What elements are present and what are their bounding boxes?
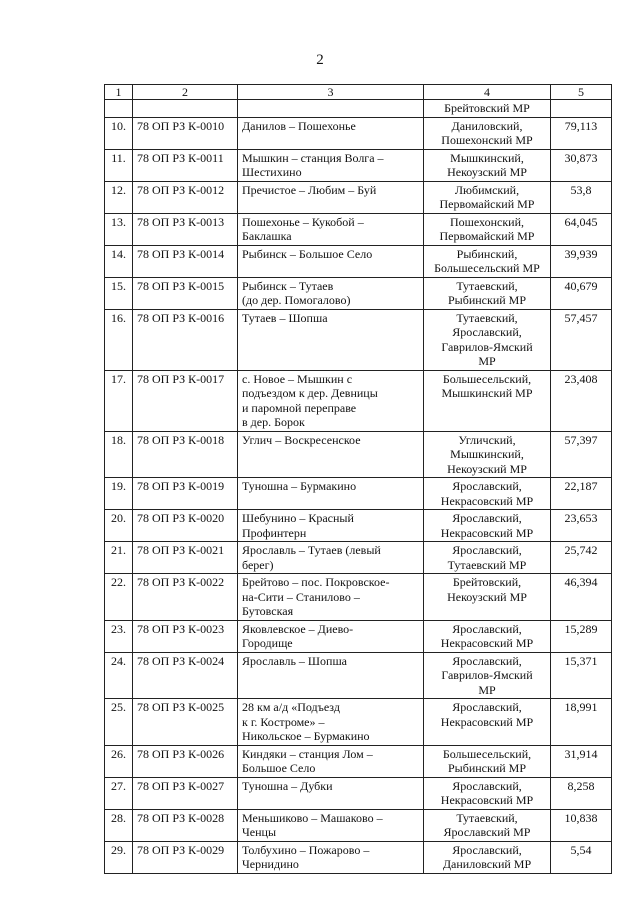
road-name-cell: Туношна – Бурмакино: [238, 478, 424, 510]
road-name-cell: Ярославль – Тутаев (левый берег): [238, 542, 424, 574]
row-number-cell: 26.: [105, 745, 133, 777]
row-number-cell: 11.: [105, 149, 133, 181]
district-cell: Ярославский, Некрасовский МР: [424, 510, 551, 542]
column-header: 1: [105, 85, 133, 100]
road-code-cell: 78 ОП РЗ К-0017: [133, 370, 238, 431]
row-number-cell: 13.: [105, 213, 133, 245]
district-cell: Пошехонский, Первомайский МР: [424, 213, 551, 245]
road-code-cell: 78 ОП РЗ К-0012: [133, 181, 238, 213]
road-code-cell: 78 ОП РЗ К-0024: [133, 652, 238, 699]
length-cell: 57,457: [551, 309, 612, 370]
road-name-cell: Туношна – Дубки: [238, 777, 424, 809]
row-number-cell: 14.: [105, 245, 133, 277]
table-row: [105, 431, 612, 478]
road-code-cell: 78 ОП РЗ К-0016: [133, 309, 238, 370]
road-name-cell: Ярославль – Шопша: [238, 652, 424, 699]
table-row: [105, 574, 612, 621]
length-cell: 46,394: [551, 574, 612, 621]
header-row: [105, 85, 612, 100]
district-cell: Большесельский, Рыбинский МР: [424, 745, 551, 777]
road-code-cell: 78 ОП РЗ К-0014: [133, 245, 238, 277]
length-cell: 15,371: [551, 652, 612, 699]
road-code-cell: 78 ОП РЗ К-0021: [133, 542, 238, 574]
district-cell: Угличский, Мышкинский, Некоузский МР: [424, 431, 551, 478]
table-row: [105, 277, 612, 309]
row-number-cell: 20.: [105, 510, 133, 542]
table-row: [105, 699, 612, 746]
length-cell: 10,838: [551, 809, 612, 841]
road-name-cell: Толбухино – Пожарово – Чернидино: [238, 841, 424, 873]
table-row: [105, 620, 612, 652]
road-code-cell: 78 ОП РЗ К-0011: [133, 149, 238, 181]
table-row: [105, 841, 612, 873]
row-number-cell: 21.: [105, 542, 133, 574]
road-name-cell: Пречистое – Любим – Буй: [238, 181, 424, 213]
road-name-cell: [238, 100, 424, 118]
district-cell: Ярославский, Даниловский МР: [424, 841, 551, 873]
length-cell: 15,289: [551, 620, 612, 652]
length-cell: 57,397: [551, 431, 612, 478]
row-number-cell: 15.: [105, 277, 133, 309]
table-row: [105, 510, 612, 542]
district-cell: Ярославский, Тутаевский МР: [424, 542, 551, 574]
road-code-cell: 78 ОП РЗ К-0022: [133, 574, 238, 621]
road-code-cell: 78 ОП РЗ К-0025: [133, 699, 238, 746]
district-cell: Мышкинский, Некоузский МР: [424, 149, 551, 181]
district-cell: Ярославский, Некрасовский МР: [424, 699, 551, 746]
row-number-cell: 19.: [105, 478, 133, 510]
road-name-cell: Пошехонье – Кукобой – Баклашка: [238, 213, 424, 245]
table-row: [105, 745, 612, 777]
road-code-cell: 78 ОП РЗ К-0028: [133, 809, 238, 841]
road-code-cell: [133, 100, 238, 118]
road-code-cell: 78 ОП РЗ К-0029: [133, 841, 238, 873]
table-body: [105, 100, 612, 874]
road-name-cell: Киндяки – станция Лом – Большое Село: [238, 745, 424, 777]
column-header: 2: [133, 85, 238, 100]
table-row: [105, 117, 612, 149]
table-row: [105, 370, 612, 431]
row-number-cell: 29.: [105, 841, 133, 873]
length-cell: 22,187: [551, 478, 612, 510]
table-row: [105, 149, 612, 181]
district-cell: Ярославский, Некрасовский МР: [424, 478, 551, 510]
table-row: [105, 809, 612, 841]
road-code-cell: 78 ОП РЗ К-0020: [133, 510, 238, 542]
district-cell: Рыбинский, Большесельский МР: [424, 245, 551, 277]
table-row: [105, 213, 612, 245]
table-row: [105, 245, 612, 277]
district-cell: Брейтовский МР: [424, 100, 551, 118]
column-header: 3: [238, 85, 424, 100]
table-row: [105, 652, 612, 699]
column-header: 4: [424, 85, 551, 100]
road-name-cell: Яковлевское – Диево- Городище: [238, 620, 424, 652]
row-number-cell: 10.: [105, 117, 133, 149]
row-number-cell: 12.: [105, 181, 133, 213]
length-cell: 5,54: [551, 841, 612, 873]
row-number-cell: 27.: [105, 777, 133, 809]
length-cell: 31,914: [551, 745, 612, 777]
table-row: [105, 181, 612, 213]
row-number-cell: 23.: [105, 620, 133, 652]
road-name-cell: Брейтово – пос. Покровское- на-Сити – Станилово – Бутовская: [238, 574, 424, 621]
district-cell: Ярославский, Некрасовский МР: [424, 777, 551, 809]
row-number-cell: 16.: [105, 309, 133, 370]
district-cell: Ярославский, Гаврилов-Ямский МР: [424, 652, 551, 699]
district-cell: Любимский, Первомайский МР: [424, 181, 551, 213]
length-cell: 25,742: [551, 542, 612, 574]
district-cell: Тутаевский, Ярославский МР: [424, 809, 551, 841]
column-header: 5: [551, 85, 612, 100]
road-code-cell: 78 ОП РЗ К-0019: [133, 478, 238, 510]
row-number-cell: 17.: [105, 370, 133, 431]
road-name-cell: Рыбинск – Тутаев (до дер. Помогалово): [238, 277, 424, 309]
row-number-cell: 24.: [105, 652, 133, 699]
page-number: 2: [316, 52, 324, 68]
length-cell: 39,939: [551, 245, 612, 277]
district-cell: Даниловский, Пошехонский МР: [424, 117, 551, 149]
road-name-cell: Тутаев – Шопша: [238, 309, 424, 370]
district-cell: Брейтовский, Некоузский МР: [424, 574, 551, 621]
district-cell: Большесельский, Мышкинский МР: [424, 370, 551, 431]
road-code-cell: 78 ОП РЗ К-0010: [133, 117, 238, 149]
length-cell: 23,408: [551, 370, 612, 431]
continuation-row: [105, 100, 612, 118]
road-name-cell: 28 км а/д «Подъезд к г. Костроме» – Никольское – Бурмакино: [238, 699, 424, 746]
length-cell: 23,653: [551, 510, 612, 542]
road-name-cell: Шебунино – Красный Профинтерн: [238, 510, 424, 542]
district-cell: Тутаевский, Ярославский, Гаврилов-Ямский МР: [424, 309, 551, 370]
roads-table: [104, 84, 612, 874]
length-cell: 64,045: [551, 213, 612, 245]
road-code-cell: 78 ОП РЗ К-0018: [133, 431, 238, 478]
row-number-cell: 25.: [105, 699, 133, 746]
row-number-cell: 22.: [105, 574, 133, 621]
road-code-cell: 78 ОП РЗ К-0015: [133, 277, 238, 309]
road-name-cell: Углич – Воскресенское: [238, 431, 424, 478]
length-cell: 30,873: [551, 149, 612, 181]
length-cell: 8,258: [551, 777, 612, 809]
length-cell: 18,991: [551, 699, 612, 746]
road-name-cell: Мышкин – станция Волга – Шестихино: [238, 149, 424, 181]
district-cell: Тутаевский, Рыбинский МР: [424, 277, 551, 309]
road-code-cell: 78 ОП РЗ К-0026: [133, 745, 238, 777]
road-code-cell: 78 ОП РЗ К-0023: [133, 620, 238, 652]
road-name-cell: Данилов – Пошехонье: [238, 117, 424, 149]
road-code-cell: 78 ОП РЗ К-0013: [133, 213, 238, 245]
table-row: [105, 542, 612, 574]
table-row: [105, 777, 612, 809]
table-row: [105, 309, 612, 370]
length-cell: 53,8: [551, 181, 612, 213]
row-number-cell: 28.: [105, 809, 133, 841]
length-cell: 79,113: [551, 117, 612, 149]
row-number-cell: [105, 100, 133, 118]
length-cell: 40,679: [551, 277, 612, 309]
length-cell: [551, 100, 612, 118]
row-number-cell: 18.: [105, 431, 133, 478]
road-name-cell: с. Новое – Мышкин с подъездом к дер. Девницы и паромной переправе в дер. Борок: [238, 370, 424, 431]
road-code-cell: 78 ОП РЗ К-0027: [133, 777, 238, 809]
road-name-cell: Рыбинск – Большое Село: [238, 245, 424, 277]
district-cell: Ярославский, Некрасовский МР: [424, 620, 551, 652]
table-row: [105, 478, 612, 510]
road-name-cell: Меньшиково – Машаково – Ченцы: [238, 809, 424, 841]
